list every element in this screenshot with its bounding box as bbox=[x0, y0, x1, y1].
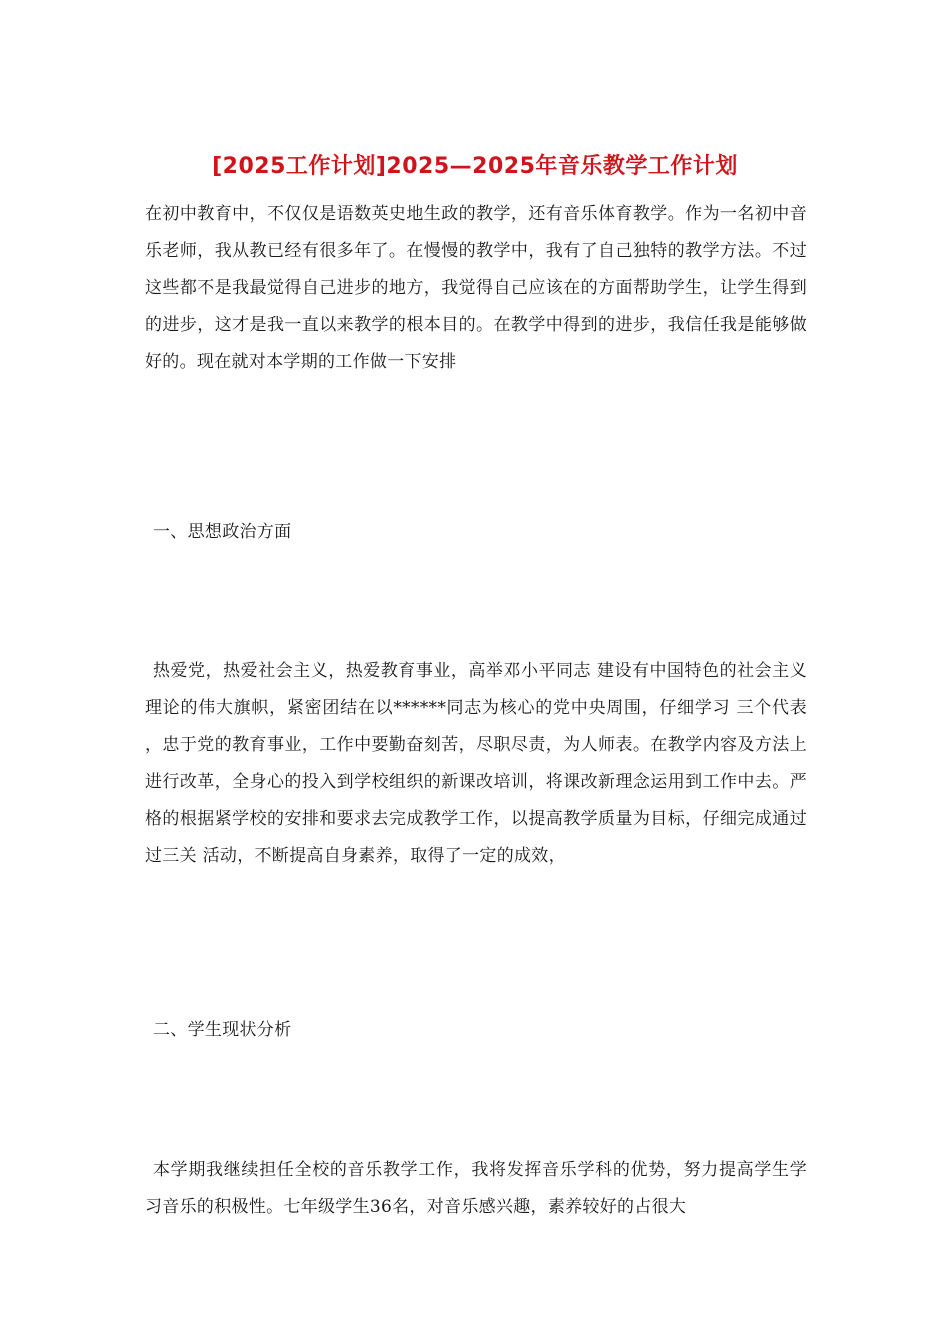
document-title: [2025工作计划]2025—2025年音乐教学工作计划 bbox=[212, 154, 738, 179]
section-heading-politics: 一、思想政治方面 bbox=[153, 522, 292, 542]
section-body-students: 本学期我继续担任全校的音乐教学工作，我将发挥音乐学科的优势，努力提高学生学习音乐的积极性。七年级学生36名，对音乐感兴趣，素养较好的占很大 bbox=[145, 1160, 807, 1217]
section-body-politics: 热爱党，热爱社会主义，热爱教育事业，高举邓小平同志 建设有中国特色的社会主义 理论的伟大旗帜，紧密团结在以******同志为核心的党中央周围，仔细学习 三个代表 ，忠于党的教育事业，工作中要勤奋刻苦，尽职尽责，为人师表。在教学内容及方法上进行改革，全身心的投入到学校组织的新课改培训，将课改新理念运用到工作中去。严格的根据紧学校的安排和要求去完成教学工作，以提高教学质量为目标，仔细完成通过 过三关 活动，不断提高自身素养，取得了一定的成效， bbox=[145, 661, 807, 866]
intro-paragraph: 在初中教育中，不仅仅是语数英史地生政的教学，还有音乐体育教学。作为一名初中音乐老师，我从教已经有很多年了。在慢慢的教学中，我有了自己独特的教学方法。不过这些都不是我最觉得自己进步的地方，我觉得自己应该在的方面帮助学生，让学生得到的进步，这才是我一直以来教学的根本目的。在教学中得到的进步，我信任我是能够做好的。现在就对本学期的工作做一下安排 bbox=[145, 204, 807, 372]
section-heading-students: 二、学生现状分析 bbox=[153, 1020, 292, 1040]
